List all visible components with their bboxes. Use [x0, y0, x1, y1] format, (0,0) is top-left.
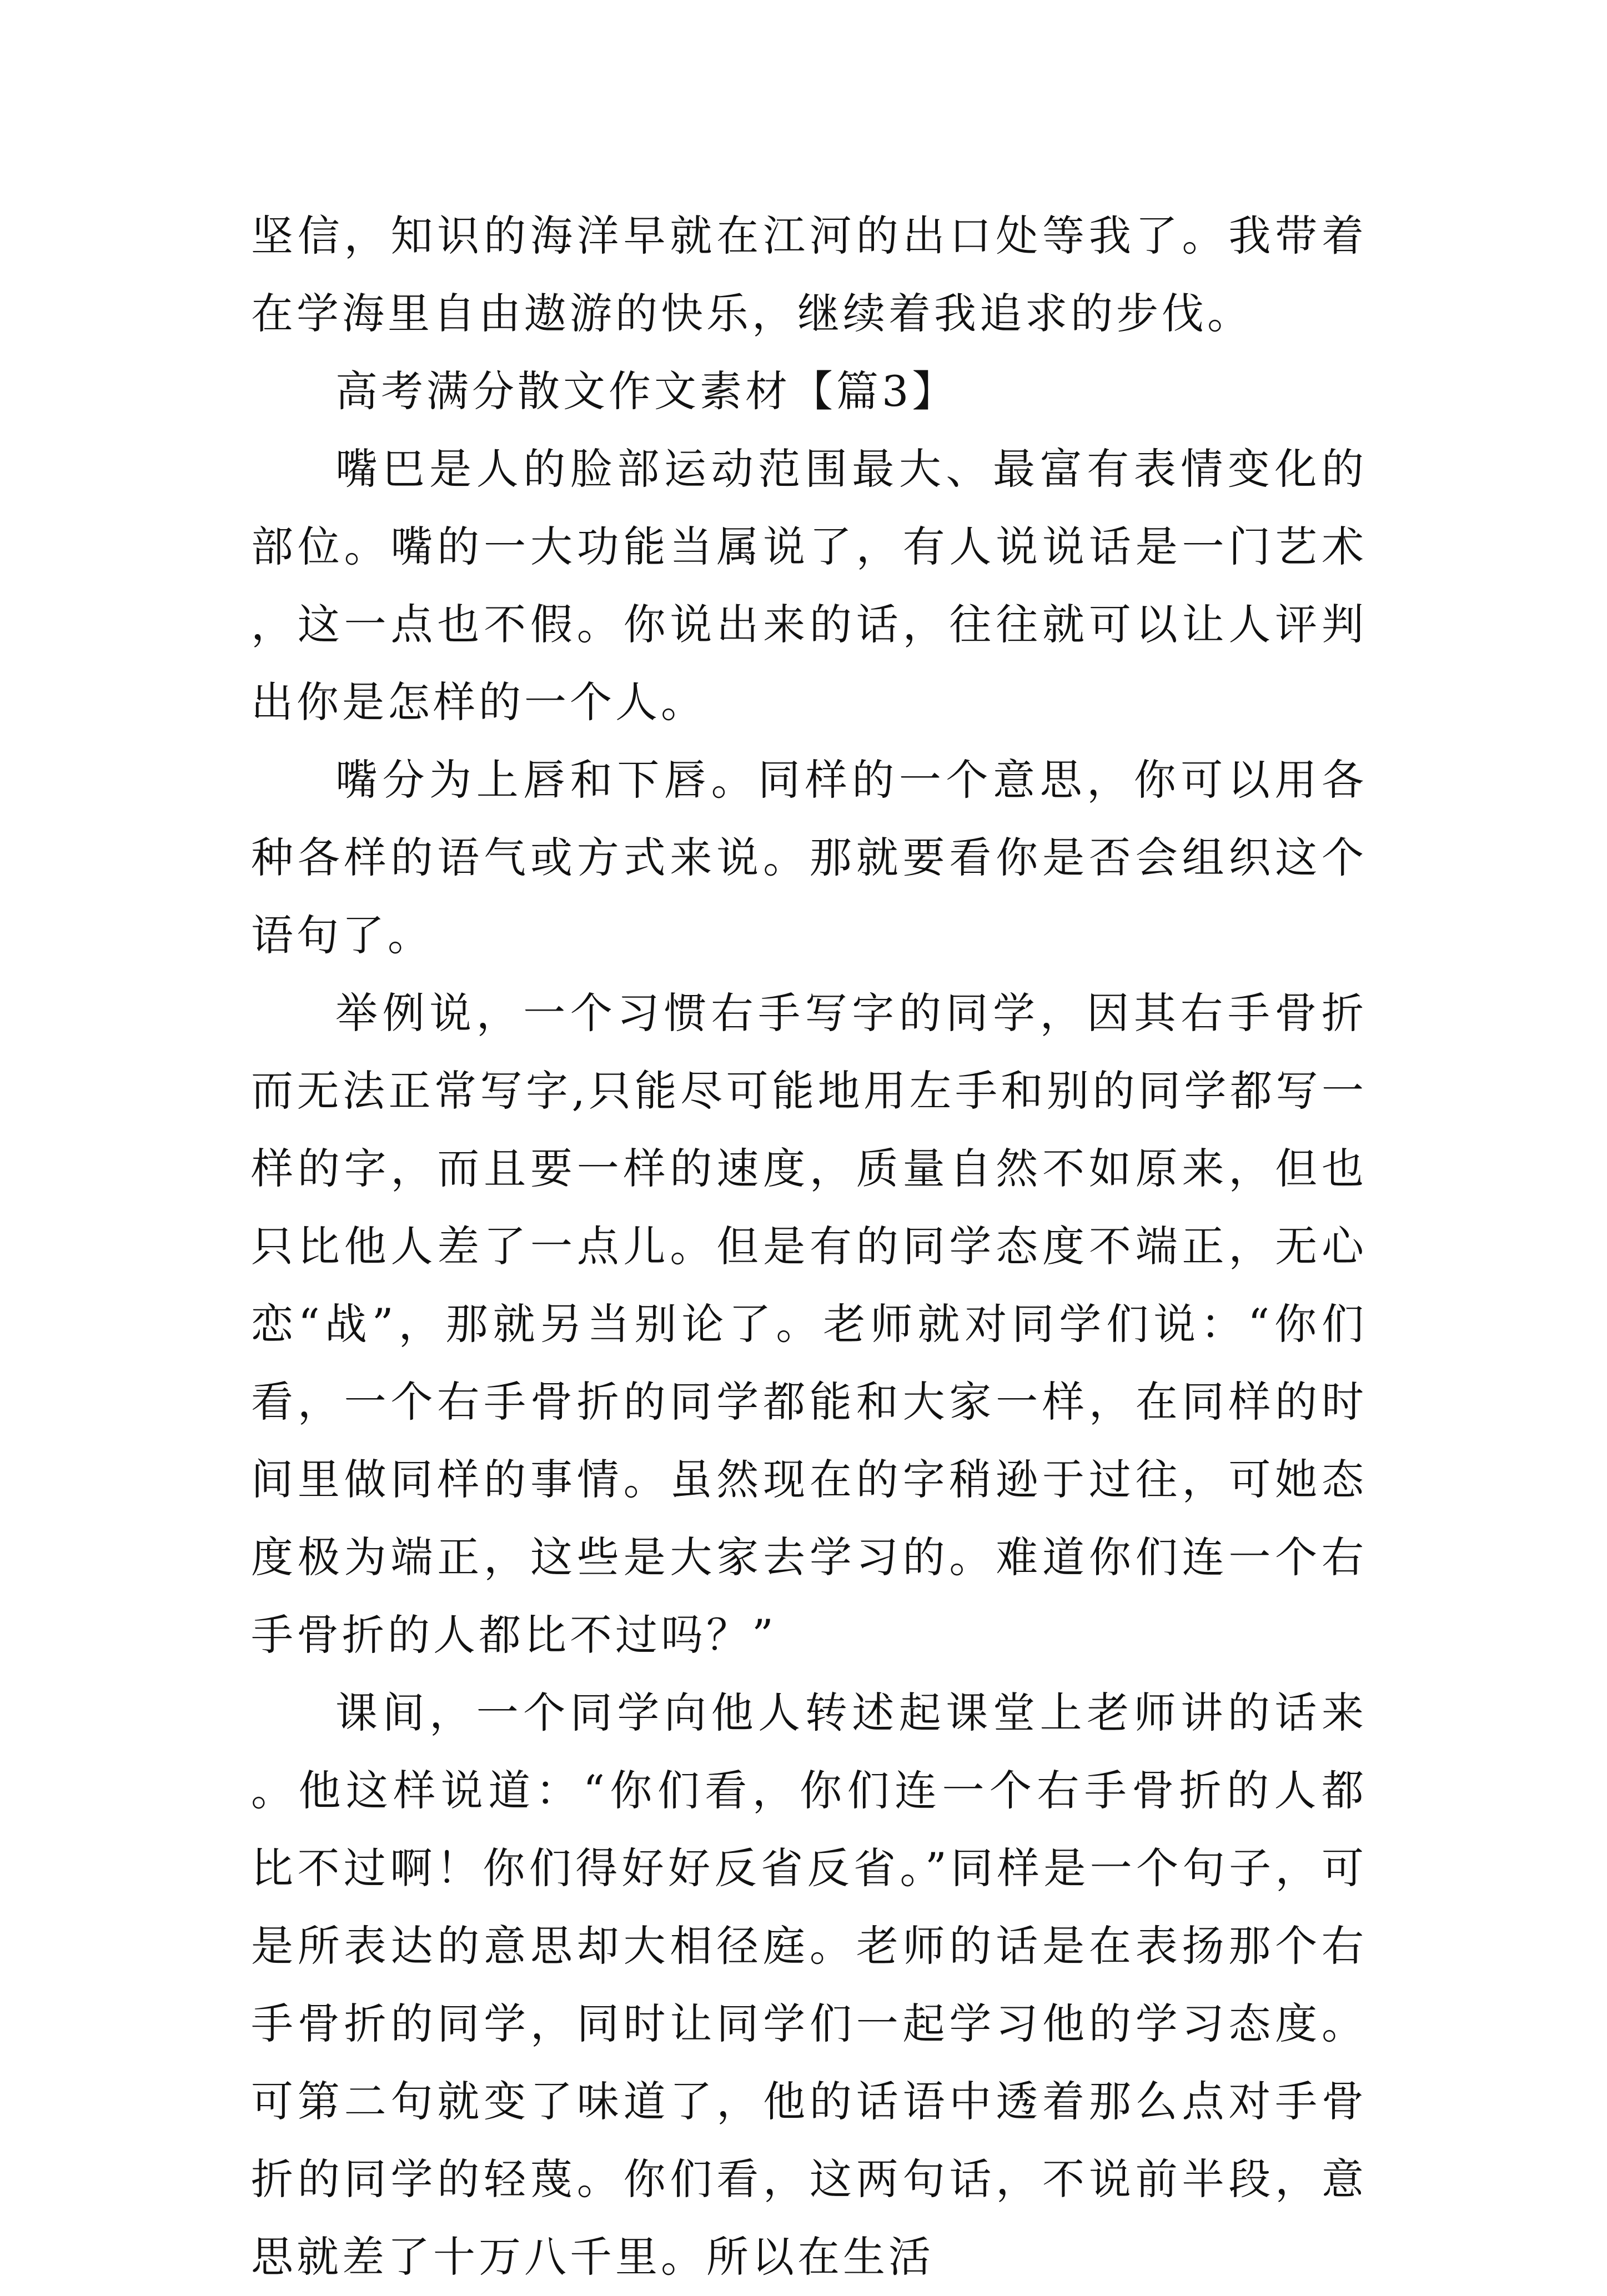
paragraph-mouth-intro: 嘴巴是人的脸部运动范围最大、最富有表情变化的部位。嘴的一大功能当属说了，有人说说话是一门艺术，这一点也不假。你说出来的话，往往就可以让人评判出你是怎样的一个人。: [251, 444, 1367, 727]
paragraph-continuation: 坚信，知识的海洋早就在江河的出口处等我了。我带着在学海里自由遨游的快乐，继续着我追求的步伐。: [251, 211, 1367, 338]
paragraph-recess: 课间，一个同学向他人转述起课堂上老师讲的话来。他这样说道：“你们看，你们连一个右手骨折的人都比不过啊！你们得好好反省反省。”同样是一个句子，可是所表达的意思却大相径庭。老师的话是在表扬那个右手骨折的同学，同时让同学们一起学习他的学习态度。可第二句就变了味道了，他的话语中透着那么点对手骨折的同学的轻蔑。你们看，这两句话，不说前半段，意思就差了十万八千里。所以在生活: [251, 1688, 1367, 2282]
paragraph-example: 举例说，一个习惯右手写字的同学，因其右手骨折而无法正常写字,只能尽可能地用左手和别的同学都写一样的字，而且要一样的速度，质量自然不如原来，但也只比他人差了一点儿。但是有的同学态度不端正，无心恋“战”，那就另当别论了。老师就对同学们说：“你们看，一个右手骨折的同学都能和大家一样，在同样的时间里做同样的事情。虽然现在的字稍逊于过往，可她态度极为端正，这些是大家去学习的。难道你们连一个右手骨折的人都比不过吗？”: [251, 988, 1367, 1660]
document-body: [251, 197, 1367, 2296]
paragraph-lips: 嘴分为上唇和下唇。同样的一个意思，你可以用各种各样的语气或方式来说。那就要看你是否会组织这个语句了。: [251, 755, 1367, 960]
section-heading: 高考满分散文作文素材【篇3】: [335, 366, 958, 416]
